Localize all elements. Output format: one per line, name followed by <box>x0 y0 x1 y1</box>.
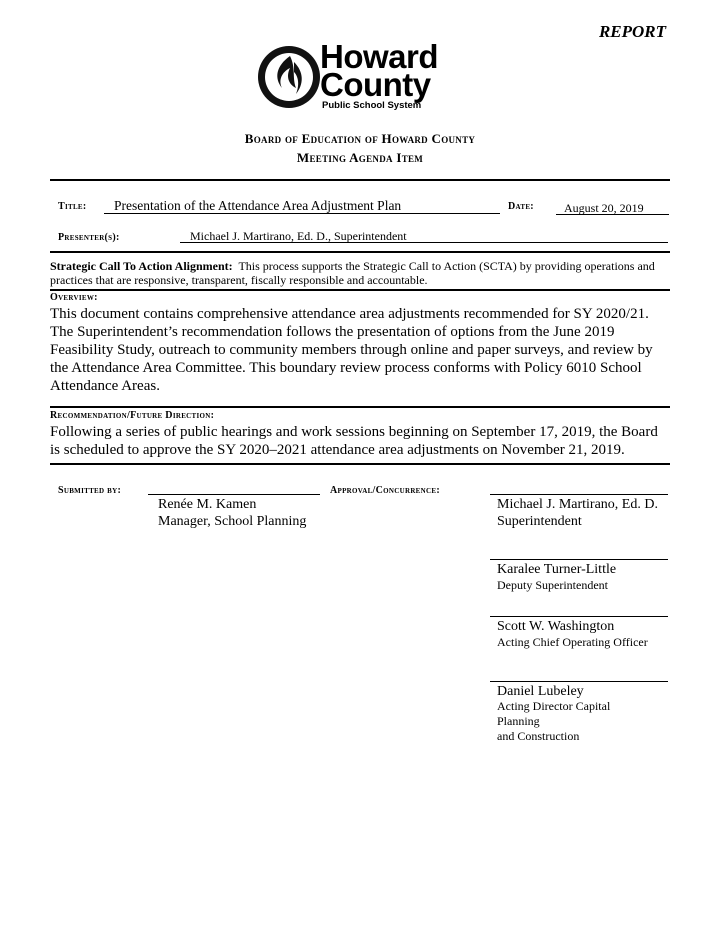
presenter-label: Presenter(s): <box>58 232 120 243</box>
signature-line <box>490 681 668 682</box>
signer-title: Acting Chief Operating Officer <box>497 635 648 649</box>
logo-word-howard: Howard <box>320 38 439 75</box>
date-value: August 20, 2019 <box>556 201 669 215</box>
strategic-label: Strategic Call To Action Alignment: <box>50 259 233 273</box>
signer-name: Scott W. Washington <box>497 619 615 634</box>
signer-title-line: Acting Director Capital <box>497 699 611 713</box>
signature-line <box>490 559 668 560</box>
report-label: REPORT <box>598 22 666 41</box>
overview-label: Overview: <box>50 292 98 303</box>
submitted-label: Submitted by: <box>58 485 122 496</box>
heading-line1: Board of Education of Howard County <box>244 131 476 146</box>
signer-name: Daniel Lubeley <box>497 684 584 699</box>
submitted-name: Renée M. Kamen <box>158 497 257 512</box>
recommendation-label: Recommendation/Future Direction: <box>50 410 215 421</box>
presenter-value: Michael J. Martirano, Ed. D., Superintendent <box>180 229 668 243</box>
divider <box>50 179 670 181</box>
signature-line <box>490 494 668 495</box>
flame-icon <box>266 52 312 102</box>
signer-title-line: and Construction <box>497 729 580 743</box>
logo-emblem <box>258 46 320 108</box>
signer-title: Deputy Superintendent <box>497 578 608 592</box>
approval-label: Approval/Concurrence: <box>330 485 440 496</box>
hcpss-logo <box>258 38 468 114</box>
logo-word-county: County <box>320 66 431 103</box>
title-value: Presentation of the Attendance Area Adjustment Plan <box>104 198 500 214</box>
submitted-title: Manager, School Planning <box>158 514 307 529</box>
title-label: Title: <box>58 201 87 212</box>
divider <box>50 406 670 408</box>
signer-title-line: Planning <box>497 714 540 728</box>
strategic-text: This process supports the Strategic Call to Action (SCTA) by providing operations and practices that are responsive, transparent, fiscally responsible and accountable. <box>50 259 655 287</box>
divider <box>50 463 670 465</box>
divider <box>50 251 670 253</box>
signer-name: Michael J. Martirano, Ed. D. <box>497 497 658 512</box>
heading-line2: Meeting Agenda Item <box>296 150 424 165</box>
overview-text: This document contains comprehensive attendance area adjustments recommended for SY 2020/21. The Superintendent’s recommendation follows the presentation of options from the June 2019 Feasibility Study, outreach to community members through online and paper surveys, and review by the Attendance Area Committee. This boundary review process conforms with Policy 6010 School Attendance Areas. <box>50 306 653 394</box>
submitted-signature-line <box>148 494 320 495</box>
divider <box>50 289 670 291</box>
signer-name: Karalee Turner-Little <box>497 562 617 577</box>
date-label: Date: <box>508 201 534 212</box>
signer-title: Superintendent <box>497 514 582 529</box>
logo-subtitle: Public School System <box>322 100 422 111</box>
strategic-alignment <box>50 259 670 287</box>
recommendation-text: Following a series of public hearings and work sessions beginning on September 17, 2019, the Board is scheduled to approve the SY 2020–2021 attendance area adjustments on November 21, 2019. <box>50 424 658 458</box>
signature-line <box>490 616 668 617</box>
